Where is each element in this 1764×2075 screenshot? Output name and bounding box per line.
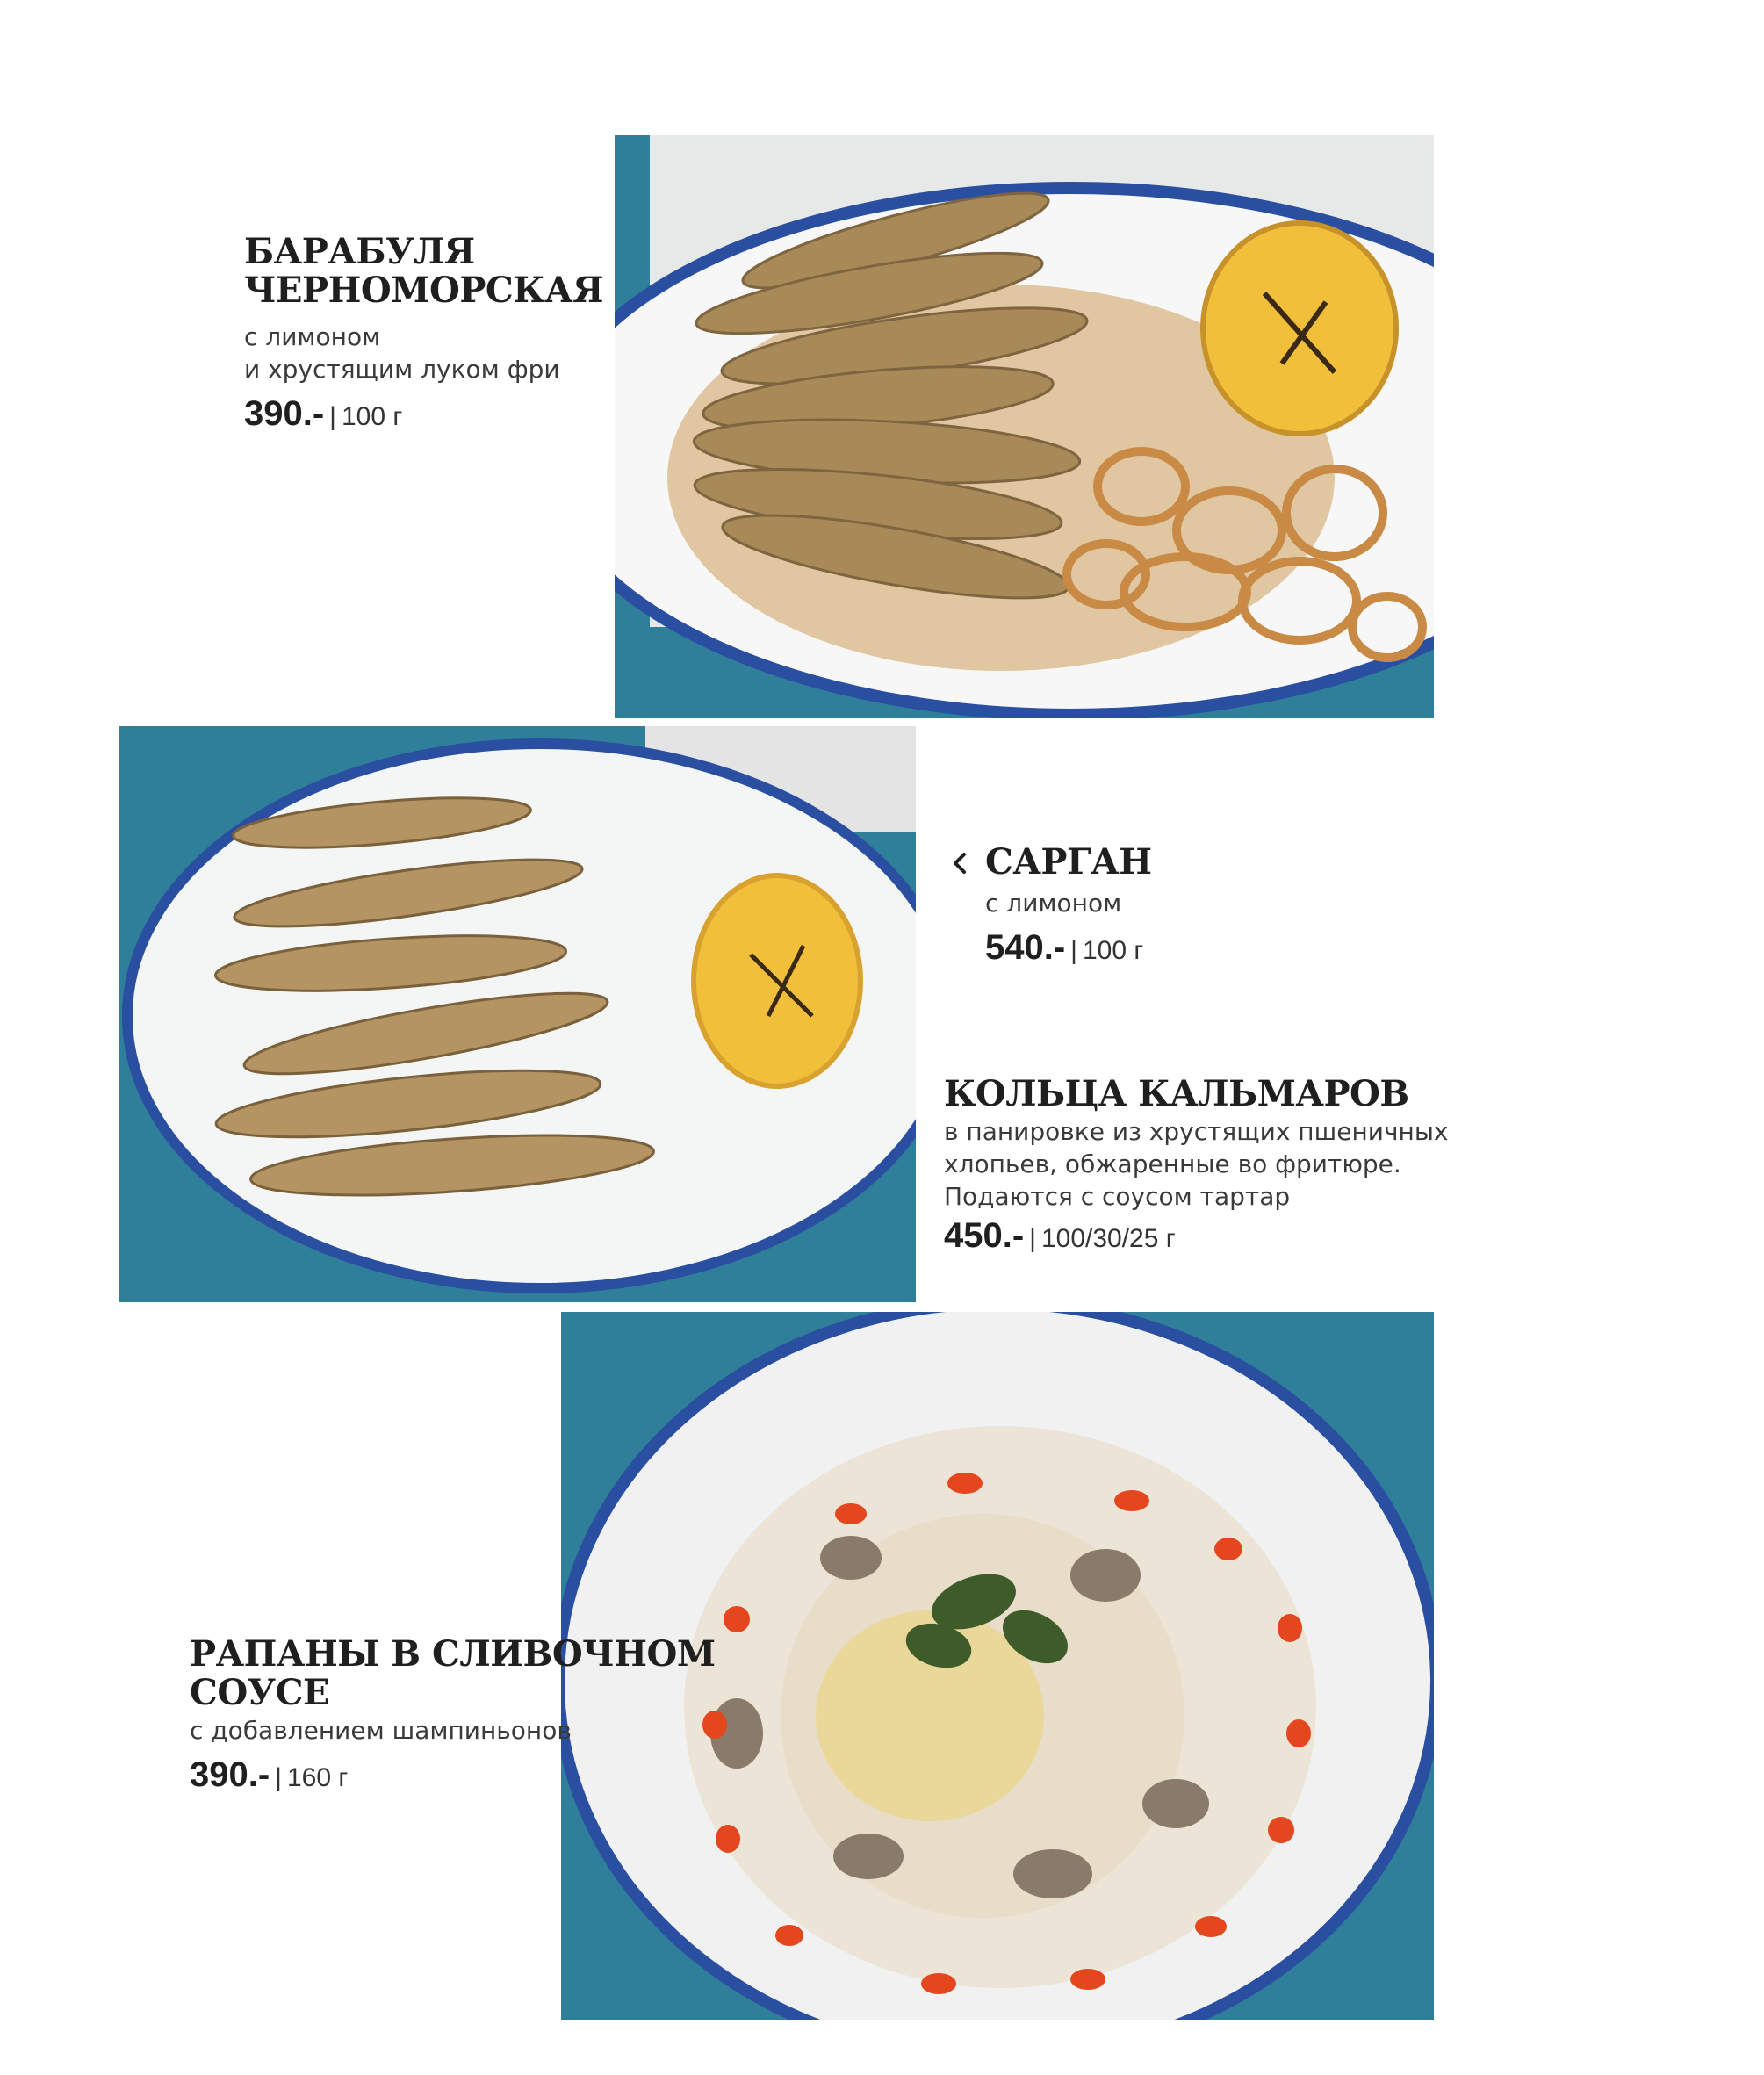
menu-item-rapany <box>190 1635 716 1795</box>
item-description: с лимоном <box>985 889 1122 918</box>
photo-barabulya <box>615 135 1434 718</box>
item-description-line: хлопьев, обжаренные во фритюре. <box>944 1149 1401 1178</box>
item-weight: 160 г <box>286 1763 349 1792</box>
price-separator: | <box>329 402 336 431</box>
item-description-line: Подаются с соусом тартар <box>944 1182 1291 1211</box>
item-title: САРГАН <box>985 841 1152 883</box>
item-description: с добавлением шампиньонов <box>190 1716 572 1745</box>
menu-item-kalmary <box>944 1075 1449 1256</box>
item-description-line: с лимоном <box>244 322 381 351</box>
item-title-line: БАРАБУЛЯ <box>244 231 475 272</box>
item-price: 390.- <box>244 394 325 433</box>
photo-sargan <box>119 726 916 1302</box>
chevron-left-icon[interactable] <box>950 850 969 876</box>
item-title-line: ЧЕРНОМОРСКАЯ <box>244 270 603 311</box>
item-weight: 100 г <box>341 402 403 431</box>
item-price-line <box>244 394 603 434</box>
item-description <box>944 1115 1449 1213</box>
price-separator: | <box>1029 1224 1036 1253</box>
item-price: 540.- <box>985 928 1066 967</box>
item-description-line: и хрустящим луком фри <box>244 355 560 384</box>
item-title <box>244 233 603 310</box>
item-price-line <box>985 928 1151 968</box>
item-description <box>244 321 603 385</box>
item-price-line <box>190 1755 716 1795</box>
item-price-line <box>944 1216 1449 1256</box>
item-price: 450.- <box>944 1216 1025 1255</box>
item-description-line: в панировке из хрустящих пшеничных <box>944 1117 1449 1146</box>
item-title: КОЛЬЦА КАЛЬМАРОВ <box>944 1073 1409 1114</box>
price-separator: | <box>275 1763 282 1792</box>
item-weight: 100 г <box>1082 936 1144 965</box>
item-title <box>190 1635 716 1712</box>
menu-item-barabulya <box>244 233 603 434</box>
item-price: 390.- <box>190 1755 270 1794</box>
item-weight: 100/30/25 г <box>1040 1224 1176 1253</box>
menu-item-sargan <box>985 843 1151 968</box>
item-title-line: РАПАНЫ В СЛИВОЧНОМ <box>190 1633 716 1675</box>
item-title-line: СОУСЕ <box>190 1672 329 1713</box>
price-separator: | <box>1070 936 1077 965</box>
